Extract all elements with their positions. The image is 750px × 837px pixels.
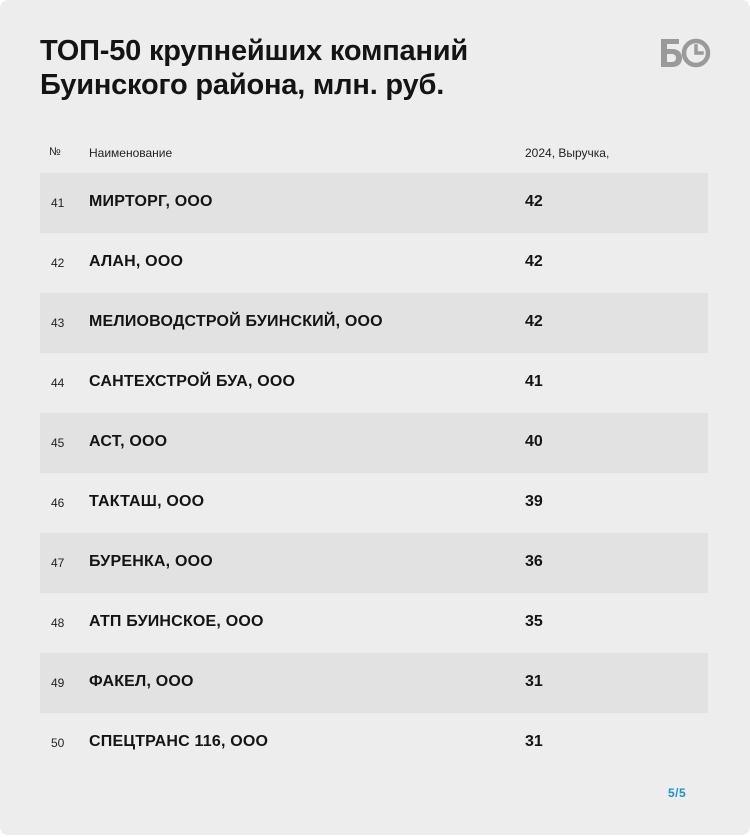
company-name: ТАКТАШ, ООО [89, 493, 205, 510]
table-row [40, 173, 708, 233]
revenue-value: 36 [525, 553, 543, 570]
revenue-value: 41 [525, 373, 543, 390]
revenue-value: 40 [525, 433, 543, 450]
company-name: БУРЕНКА, ООО [89, 553, 213, 570]
row-number: 49 [51, 676, 65, 690]
row-number: 46 [51, 496, 65, 510]
table-row [40, 533, 708, 593]
row-number: 44 [51, 376, 65, 390]
row-number: 48 [51, 616, 65, 630]
revenue-value: 31 [525, 733, 543, 750]
table-row [40, 593, 708, 653]
bo-logo-icon [659, 37, 711, 69]
company-name: ФАКЕЛ, ООО [89, 673, 194, 690]
company-name: МЕЛИОВОДСТРОЙ БУИНСКИЙ, ООО [89, 313, 383, 330]
row-number: 45 [51, 436, 65, 450]
company-name: МИРТОРГ, ООО [89, 193, 213, 210]
header-revenue: 2024, Выручка, [525, 146, 610, 160]
header-number: № [49, 146, 61, 158]
revenue-value: 39 [525, 493, 543, 510]
company-name: САНТЕХСТРОЙ БУА, ООО [89, 373, 296, 390]
row-number: 50 [51, 736, 65, 750]
revenue-value: 42 [525, 193, 543, 210]
table-row [40, 713, 708, 773]
row-number: 42 [51, 256, 65, 270]
company-name: АТП БУИНСКОЕ, ООО [89, 613, 264, 630]
revenue-value: 42 [525, 253, 543, 270]
company-name: СПЕЦТРАНС 116, ООО [89, 733, 269, 750]
page-indicator: 5/5 [668, 786, 687, 800]
revenue-value: 42 [525, 313, 543, 330]
table-row [40, 473, 708, 533]
table-row [40, 293, 708, 353]
table-row [40, 353, 708, 413]
header-name: Наименование [89, 146, 173, 160]
page-title-line-1: ТОП-50 крупнейших компаний [40, 35, 469, 67]
company-name: АСТ, ООО [89, 433, 168, 450]
revenue-value: 31 [525, 673, 543, 690]
table-header [40, 140, 708, 166]
row-number: 41 [51, 196, 65, 210]
row-number: 43 [51, 316, 65, 330]
table-row [40, 233, 708, 293]
revenue-value: 35 [525, 613, 543, 630]
company-table [40, 173, 708, 773]
page-title-line-2: Буинского района, млн. руб. [40, 69, 445, 101]
company-name: АЛАН, ООО [89, 253, 184, 270]
table-row [40, 653, 708, 713]
table-row [40, 413, 708, 473]
row-number: 47 [51, 556, 65, 570]
page-title [40, 34, 600, 102]
